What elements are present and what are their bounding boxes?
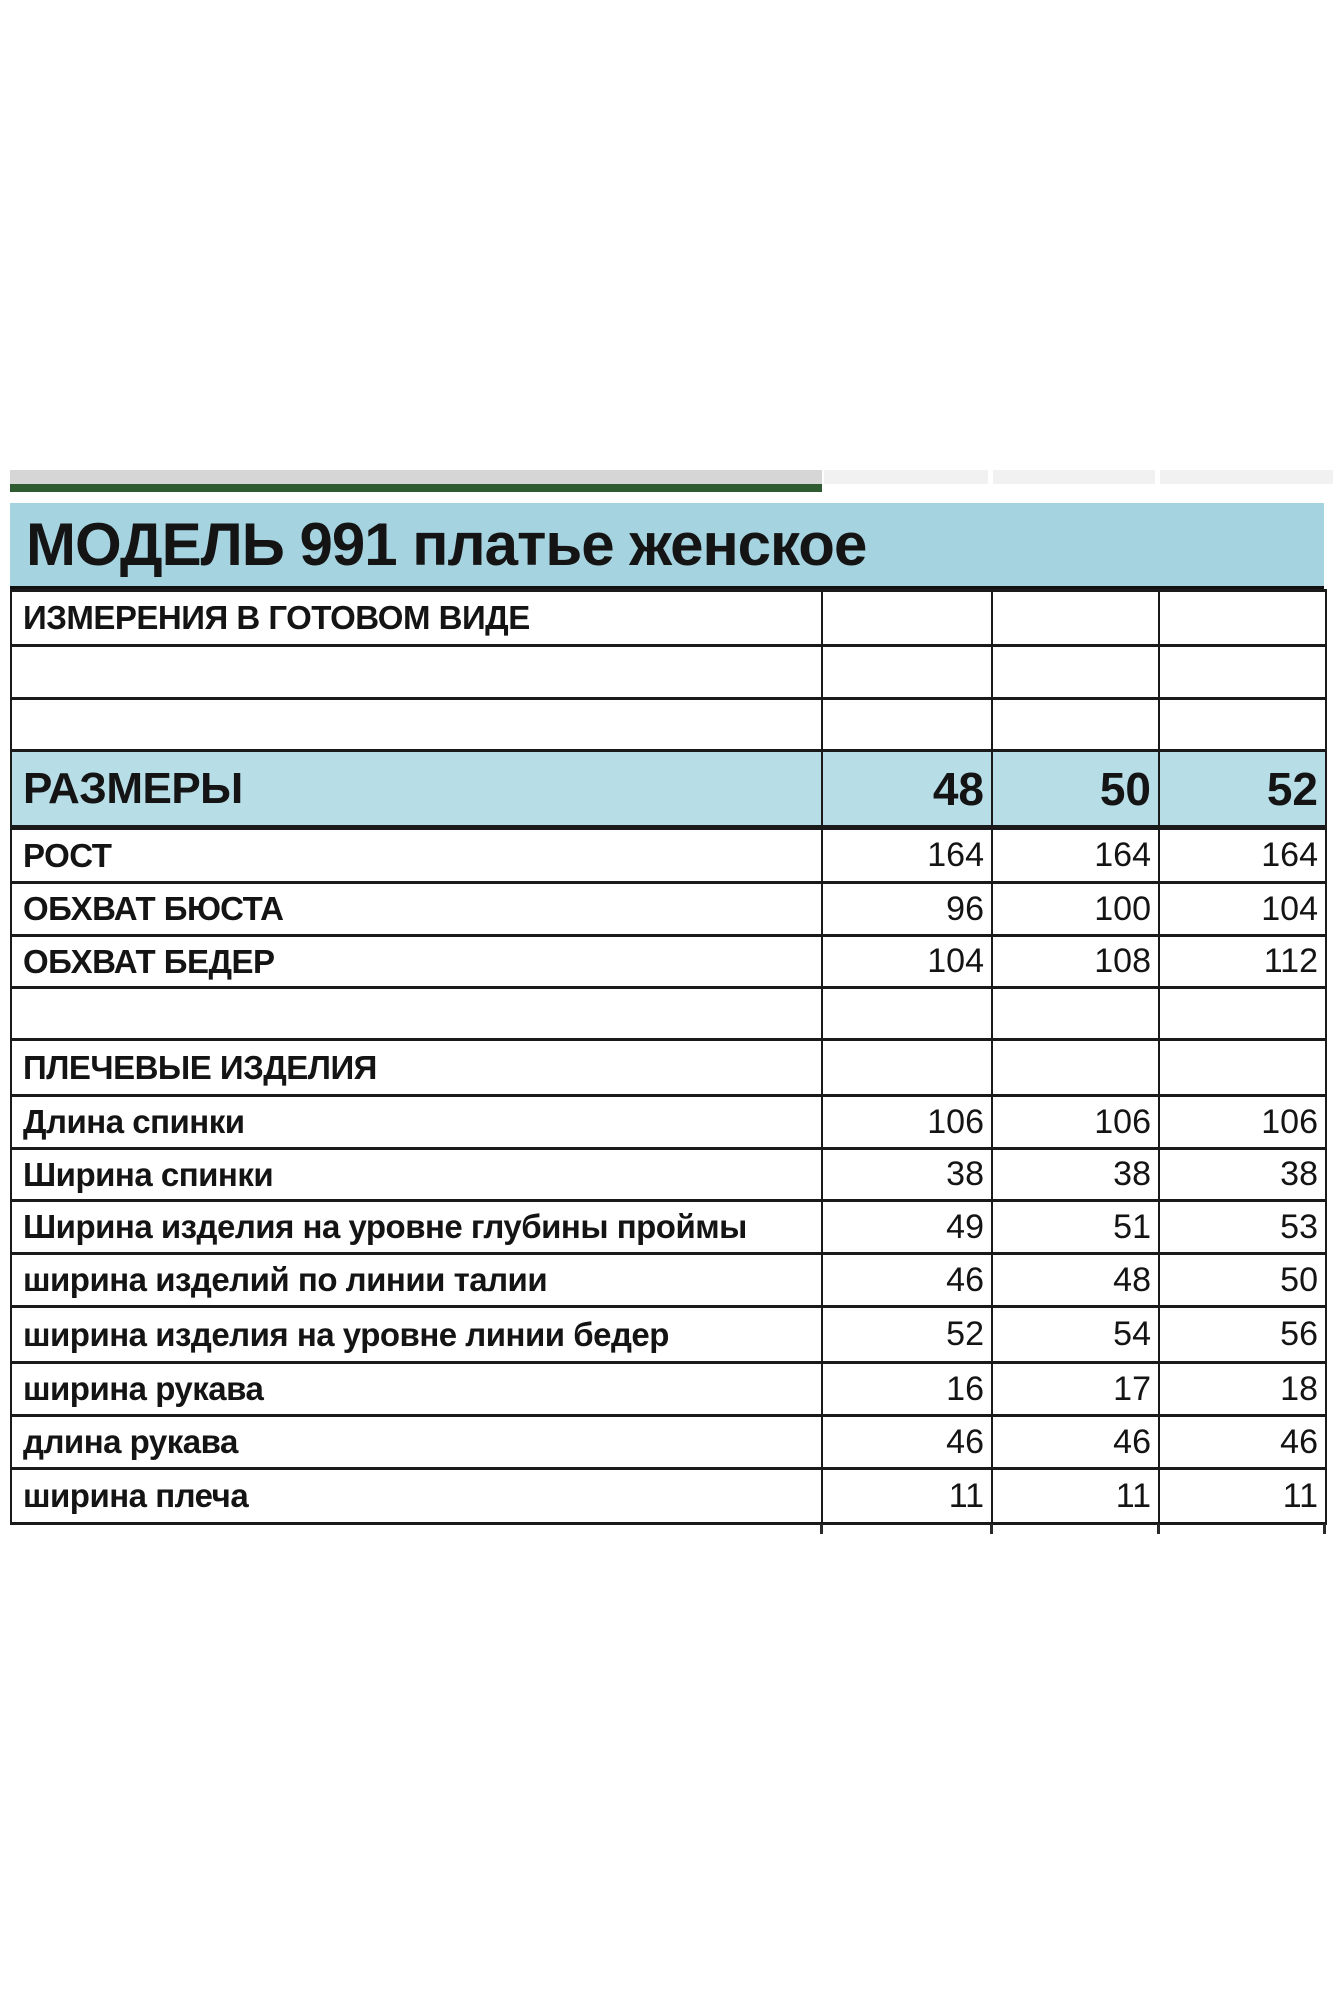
row-label-cell[interactable]: ИЗМЕРЕНИЯ В ГОТОВОМ ВИДЕ xyxy=(11,591,822,646)
table-row xyxy=(11,1307,1326,1363)
top-ghost-cell xyxy=(1160,470,1333,484)
size-52-cell[interactable]: 52 xyxy=(1159,751,1326,828)
size-50-cell[interactable]: 106 xyxy=(992,1096,1159,1149)
size-50-cell[interactable]: 11 xyxy=(992,1469,1159,1524)
size-48-cell[interactable]: 46 xyxy=(822,1416,992,1469)
size-48-cell[interactable] xyxy=(822,699,992,751)
size-48-cell[interactable]: 104 xyxy=(822,936,992,988)
size-52-cell[interactable]: 164 xyxy=(1159,828,1326,883)
size-50-cell[interactable]: 46 xyxy=(992,1416,1159,1469)
size-52-cell[interactable]: 46 xyxy=(1159,1416,1326,1469)
column-line-stub xyxy=(820,1524,823,1534)
model-title-text: МОДЕЛЬ 991 платье женское xyxy=(26,511,867,578)
size-48-cell[interactable]: 16 xyxy=(822,1363,992,1416)
table-row xyxy=(11,988,1326,1040)
size-52-cell[interactable]: 11 xyxy=(1159,1469,1326,1524)
row-label-cell[interactable]: ширина плеча xyxy=(11,1469,822,1524)
size-48-cell[interactable]: 49 xyxy=(822,1201,992,1254)
table-row xyxy=(11,751,1326,828)
table-row xyxy=(11,1201,1326,1254)
table-row xyxy=(11,699,1326,751)
row-label-cell[interactable]: ширина изделия на уровне линии бедер xyxy=(11,1307,822,1363)
row-label-cell[interactable]: длина рукава xyxy=(11,1416,822,1469)
column-line-stub xyxy=(1323,1524,1326,1534)
size-50-cell[interactable]: 108 xyxy=(992,936,1159,988)
size-50-cell[interactable] xyxy=(992,699,1159,751)
table-row xyxy=(11,591,1326,646)
size-50-cell[interactable]: 48 xyxy=(992,1254,1159,1307)
size-chart-rows xyxy=(11,591,1326,1524)
size-50-cell[interactable] xyxy=(992,988,1159,1040)
size-50-cell[interactable]: 50 xyxy=(992,751,1159,828)
column-line-stub xyxy=(990,1524,993,1534)
row-label-cell[interactable]: РАЗМЕРЫ xyxy=(11,751,822,828)
size-52-cell[interactable]: 18 xyxy=(1159,1363,1326,1416)
row-label-cell[interactable]: ПЛЕЧЕВЫЕ ИЗДЕЛИЯ xyxy=(11,1040,822,1096)
size-52-cell[interactable] xyxy=(1159,1040,1326,1096)
size-50-cell[interactable]: 54 xyxy=(992,1307,1159,1363)
size-52-cell[interactable]: 38 xyxy=(1159,1149,1326,1201)
table-row xyxy=(11,1096,1326,1149)
size-48-cell[interactable]: 96 xyxy=(822,883,992,936)
size-52-cell[interactable] xyxy=(1159,646,1326,699)
size-50-cell[interactable] xyxy=(992,591,1159,646)
size-52-cell[interactable]: 104 xyxy=(1159,883,1326,936)
size-50-cell[interactable]: 100 xyxy=(992,883,1159,936)
size-48-cell[interactable]: 106 xyxy=(822,1096,992,1149)
model-title-cell[interactable] xyxy=(10,503,1324,590)
row-label-cell[interactable] xyxy=(11,646,822,699)
row-label-cell[interactable] xyxy=(11,699,822,751)
size-48-cell[interactable]: 38 xyxy=(822,1149,992,1201)
row-label-cell[interactable]: ширина рукава xyxy=(11,1363,822,1416)
table-row xyxy=(11,828,1326,883)
size-50-cell[interactable] xyxy=(992,646,1159,699)
row-label-cell[interactable]: ОБХВАТ БЮСТА xyxy=(11,883,822,936)
top-ghost-cell xyxy=(824,470,988,484)
size-50-cell[interactable]: 17 xyxy=(992,1363,1159,1416)
table-row xyxy=(11,1363,1326,1416)
size-52-cell[interactable]: 53 xyxy=(1159,1201,1326,1254)
green-divider-bar xyxy=(10,484,822,492)
size-48-cell[interactable] xyxy=(822,646,992,699)
table-row xyxy=(11,646,1326,699)
size-50-cell[interactable] xyxy=(992,1040,1159,1096)
size-48-cell[interactable]: 46 xyxy=(822,1254,992,1307)
table-row xyxy=(11,1149,1326,1201)
top-gray-strip xyxy=(10,470,822,484)
table-row xyxy=(11,883,1326,936)
size-52-cell[interactable] xyxy=(1159,591,1326,646)
size-48-cell[interactable]: 164 xyxy=(822,828,992,883)
size-50-cell[interactable]: 38 xyxy=(992,1149,1159,1201)
table-row xyxy=(11,1469,1326,1524)
size-52-cell[interactable]: 106 xyxy=(1159,1096,1326,1149)
size-48-cell[interactable] xyxy=(822,988,992,1040)
size-48-cell[interactable]: 48 xyxy=(822,751,992,828)
table-row xyxy=(11,1416,1326,1469)
size-52-cell[interactable]: 50 xyxy=(1159,1254,1326,1307)
size-48-cell[interactable]: 11 xyxy=(822,1469,992,1524)
row-label-cell[interactable]: РОСТ xyxy=(11,828,822,883)
row-label-cell[interactable]: Ширина спинки xyxy=(11,1149,822,1201)
row-label-cell[interactable]: ширина изделий по линии талии xyxy=(11,1254,822,1307)
size-52-cell[interactable] xyxy=(1159,988,1326,1040)
row-label-cell[interactable]: ОБХВАТ БЕДЕР xyxy=(11,936,822,988)
column-line-stub xyxy=(1157,1524,1160,1534)
size-52-cell[interactable]: 112 xyxy=(1159,936,1326,988)
table-row xyxy=(11,936,1326,988)
row-label-cell[interactable] xyxy=(11,988,822,1040)
size-48-cell[interactable] xyxy=(822,591,992,646)
top-ghost-cell xyxy=(993,470,1155,484)
size-chart-table xyxy=(10,589,1327,1525)
table-row xyxy=(11,1254,1326,1307)
row-label-cell[interactable]: Длина спинки xyxy=(11,1096,822,1149)
size-48-cell[interactable] xyxy=(822,1040,992,1096)
table-row xyxy=(11,1040,1326,1096)
size-50-cell[interactable]: 164 xyxy=(992,828,1159,883)
size-52-cell[interactable]: 56 xyxy=(1159,1307,1326,1363)
row-label-cell[interactable]: Ширина изделия на уровне глубины проймы xyxy=(11,1201,822,1254)
size-48-cell[interactable]: 52 xyxy=(822,1307,992,1363)
size-52-cell[interactable] xyxy=(1159,699,1326,751)
size-50-cell[interactable]: 51 xyxy=(992,1201,1159,1254)
